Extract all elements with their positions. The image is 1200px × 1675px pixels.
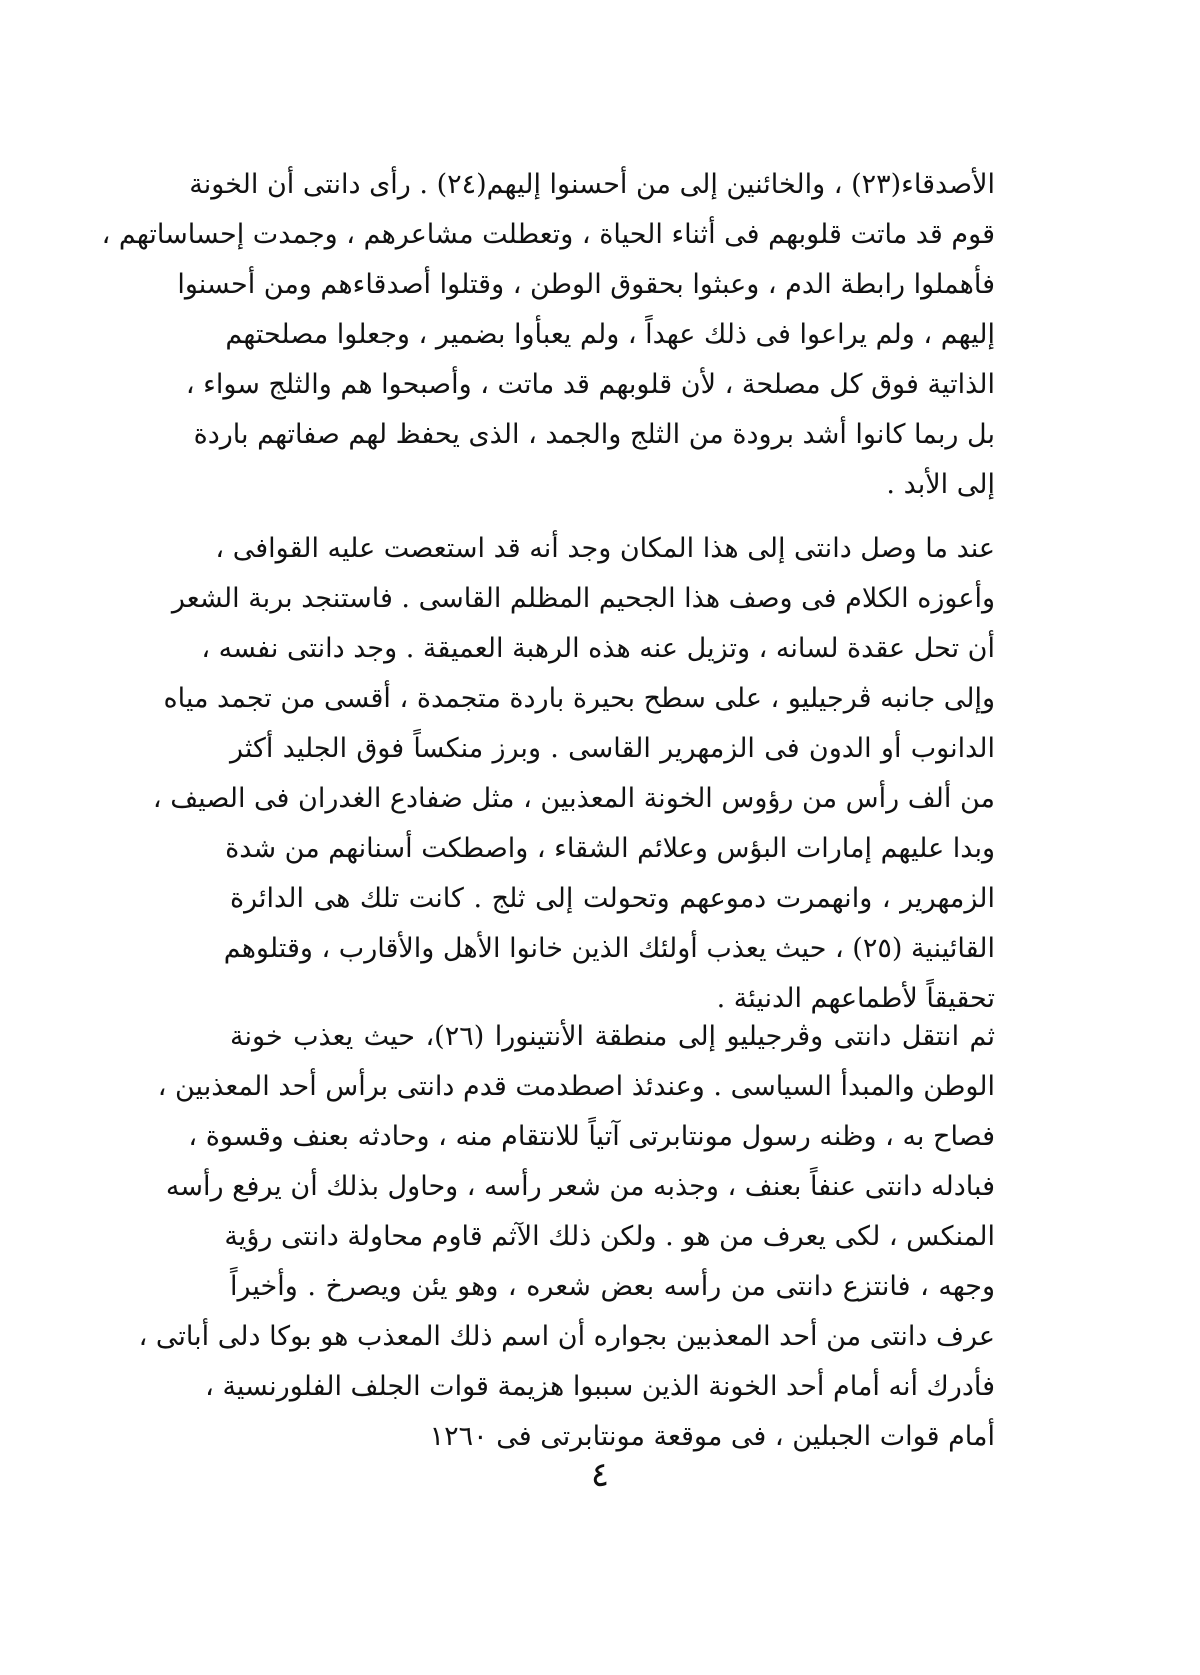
text-line: الذاتية فوق كل مصلحة ، لأن قلوبهم قد ماتت ، وأصبحوا هم والثلج سواء ، <box>185 369 995 400</box>
text-line: أمام قوات الجبلين ، فى موقعة مونتابرتى فى ١٢٦٠ <box>429 1421 995 1452</box>
text-line: عند ما وصل دانتى إلى هذا المكان وجد أنه قد استعصت عليه القوافى ، <box>215 533 995 564</box>
text-line: الزمهرير ، وانهمرت دموعهم وتحولت إلى ثلج . كانت تلك هى الدائرة <box>230 883 995 914</box>
paragraph-3 <box>138 1012 995 1462</box>
text-line: وبدا عليهم إمارات البؤس وعلائم الشقاء ، واصطكت أسنانهم من شدة <box>225 833 995 864</box>
text-line: وإلى جانبه ڤرجيليو ، على سطح بحيرة باردة متجمدة ، أقسى من تجمد مياه <box>163 683 995 714</box>
text-line: الوطن والمبدأ السياسى . وعندئذ اصطدمت قدم دانتى برأس أحد المعذبين ، <box>157 1071 995 1102</box>
text-line: ثم انتقل دانتى وڤرجيليو إلى منطقة الأنتينورا (٢٦)، حيث يعذب خونة <box>230 1021 995 1052</box>
paragraph-2 <box>152 524 995 1024</box>
page-number: ٤ <box>590 1455 610 1495</box>
text-line: فبادله دانتى عنفاً بعنف ، وجذبه من شعر رأسه ، وحاول بذلك أن يرفع رأسه <box>165 1171 995 1202</box>
text-line: الدانوب أو الدون فى الزمهرير القاسى . وبرز منكساً فوق الجليد أكثر <box>230 733 995 764</box>
text-line: بل ربما كانوا أشد برودة من الثلج والجمد ، الذى يحفظ لهم صفاتهم باردة <box>193 419 995 450</box>
text-line: من ألف رأس من رؤوس الخونة المعذبين ، مثل ضفادع الغدران فى الصيف ، <box>152 783 995 814</box>
text-line: أن تحل عقدة لسانه ، وتزيل عنه هذه الرهبة العميقة . وجد دانتى نفسه ، <box>201 633 995 664</box>
text-line: فأهملوا رابطة الدم ، وعبثوا بحقوق الوطن ، وقتلوا أصدقاءهم ومن أحسنوا <box>177 269 995 300</box>
text-line: فأدرك أنه أمام أحد الخونة الذين سببوا هزيمة قوات الجلف الفلورنسية ، <box>205 1371 995 1402</box>
text-line: القائينية (٢٥) ، حيث يعذب أولئك الذين خانوا الأهل والأقارب ، وقتلوهم <box>223 933 995 964</box>
text-line: وجهه ، فانتزع دانتى من رأسه بعض شعره ، وهو يئن ويصرخ . وأخيراً <box>230 1271 995 1302</box>
text-line: تحقيقاً لأطماعهم الدنيئة . <box>716 983 995 1014</box>
text-line: المنكس ، لكى يعرف من هو . ولكن ذلك الآثم قاوم محاولة دانتى رؤية <box>224 1221 995 1252</box>
text-line: الأصدقاء(٢٣) ، والخائنين إلى من أحسنوا إليهم(٢٤) . رأى دانتى أن الخونة <box>189 169 995 200</box>
text-line: قوم قد ماتت قلوبهم فى أثناء الحياة ، وتعطلت مشاعرهم ، وجمدت إحساساتهم ، <box>101 219 995 250</box>
text-line: عرف دانتى من أحد المعذبين بجواره أن اسم ذلك المعذب هو بوكا دلى أباتى ، <box>138 1321 995 1352</box>
paragraph-1 <box>101 160 995 510</box>
text-line: وأعوزه الكلام فى وصف هذا الجحيم المظلم القاسى . فاستنجد بربة الشعر <box>171 583 995 614</box>
text-line: إليهم ، ولم يراعوا فى ذلك عهداً ، ولم يعبأوا بضمير ، وجعلوا مصلحتهم <box>225 319 995 350</box>
text-line: إلى الأبد . <box>886 469 995 500</box>
text-line: فصاح به ، وظنه رسول مونتابرتى آتياً للانتقام منه ، وحادثه بعنف وقسوة ، <box>188 1121 995 1152</box>
